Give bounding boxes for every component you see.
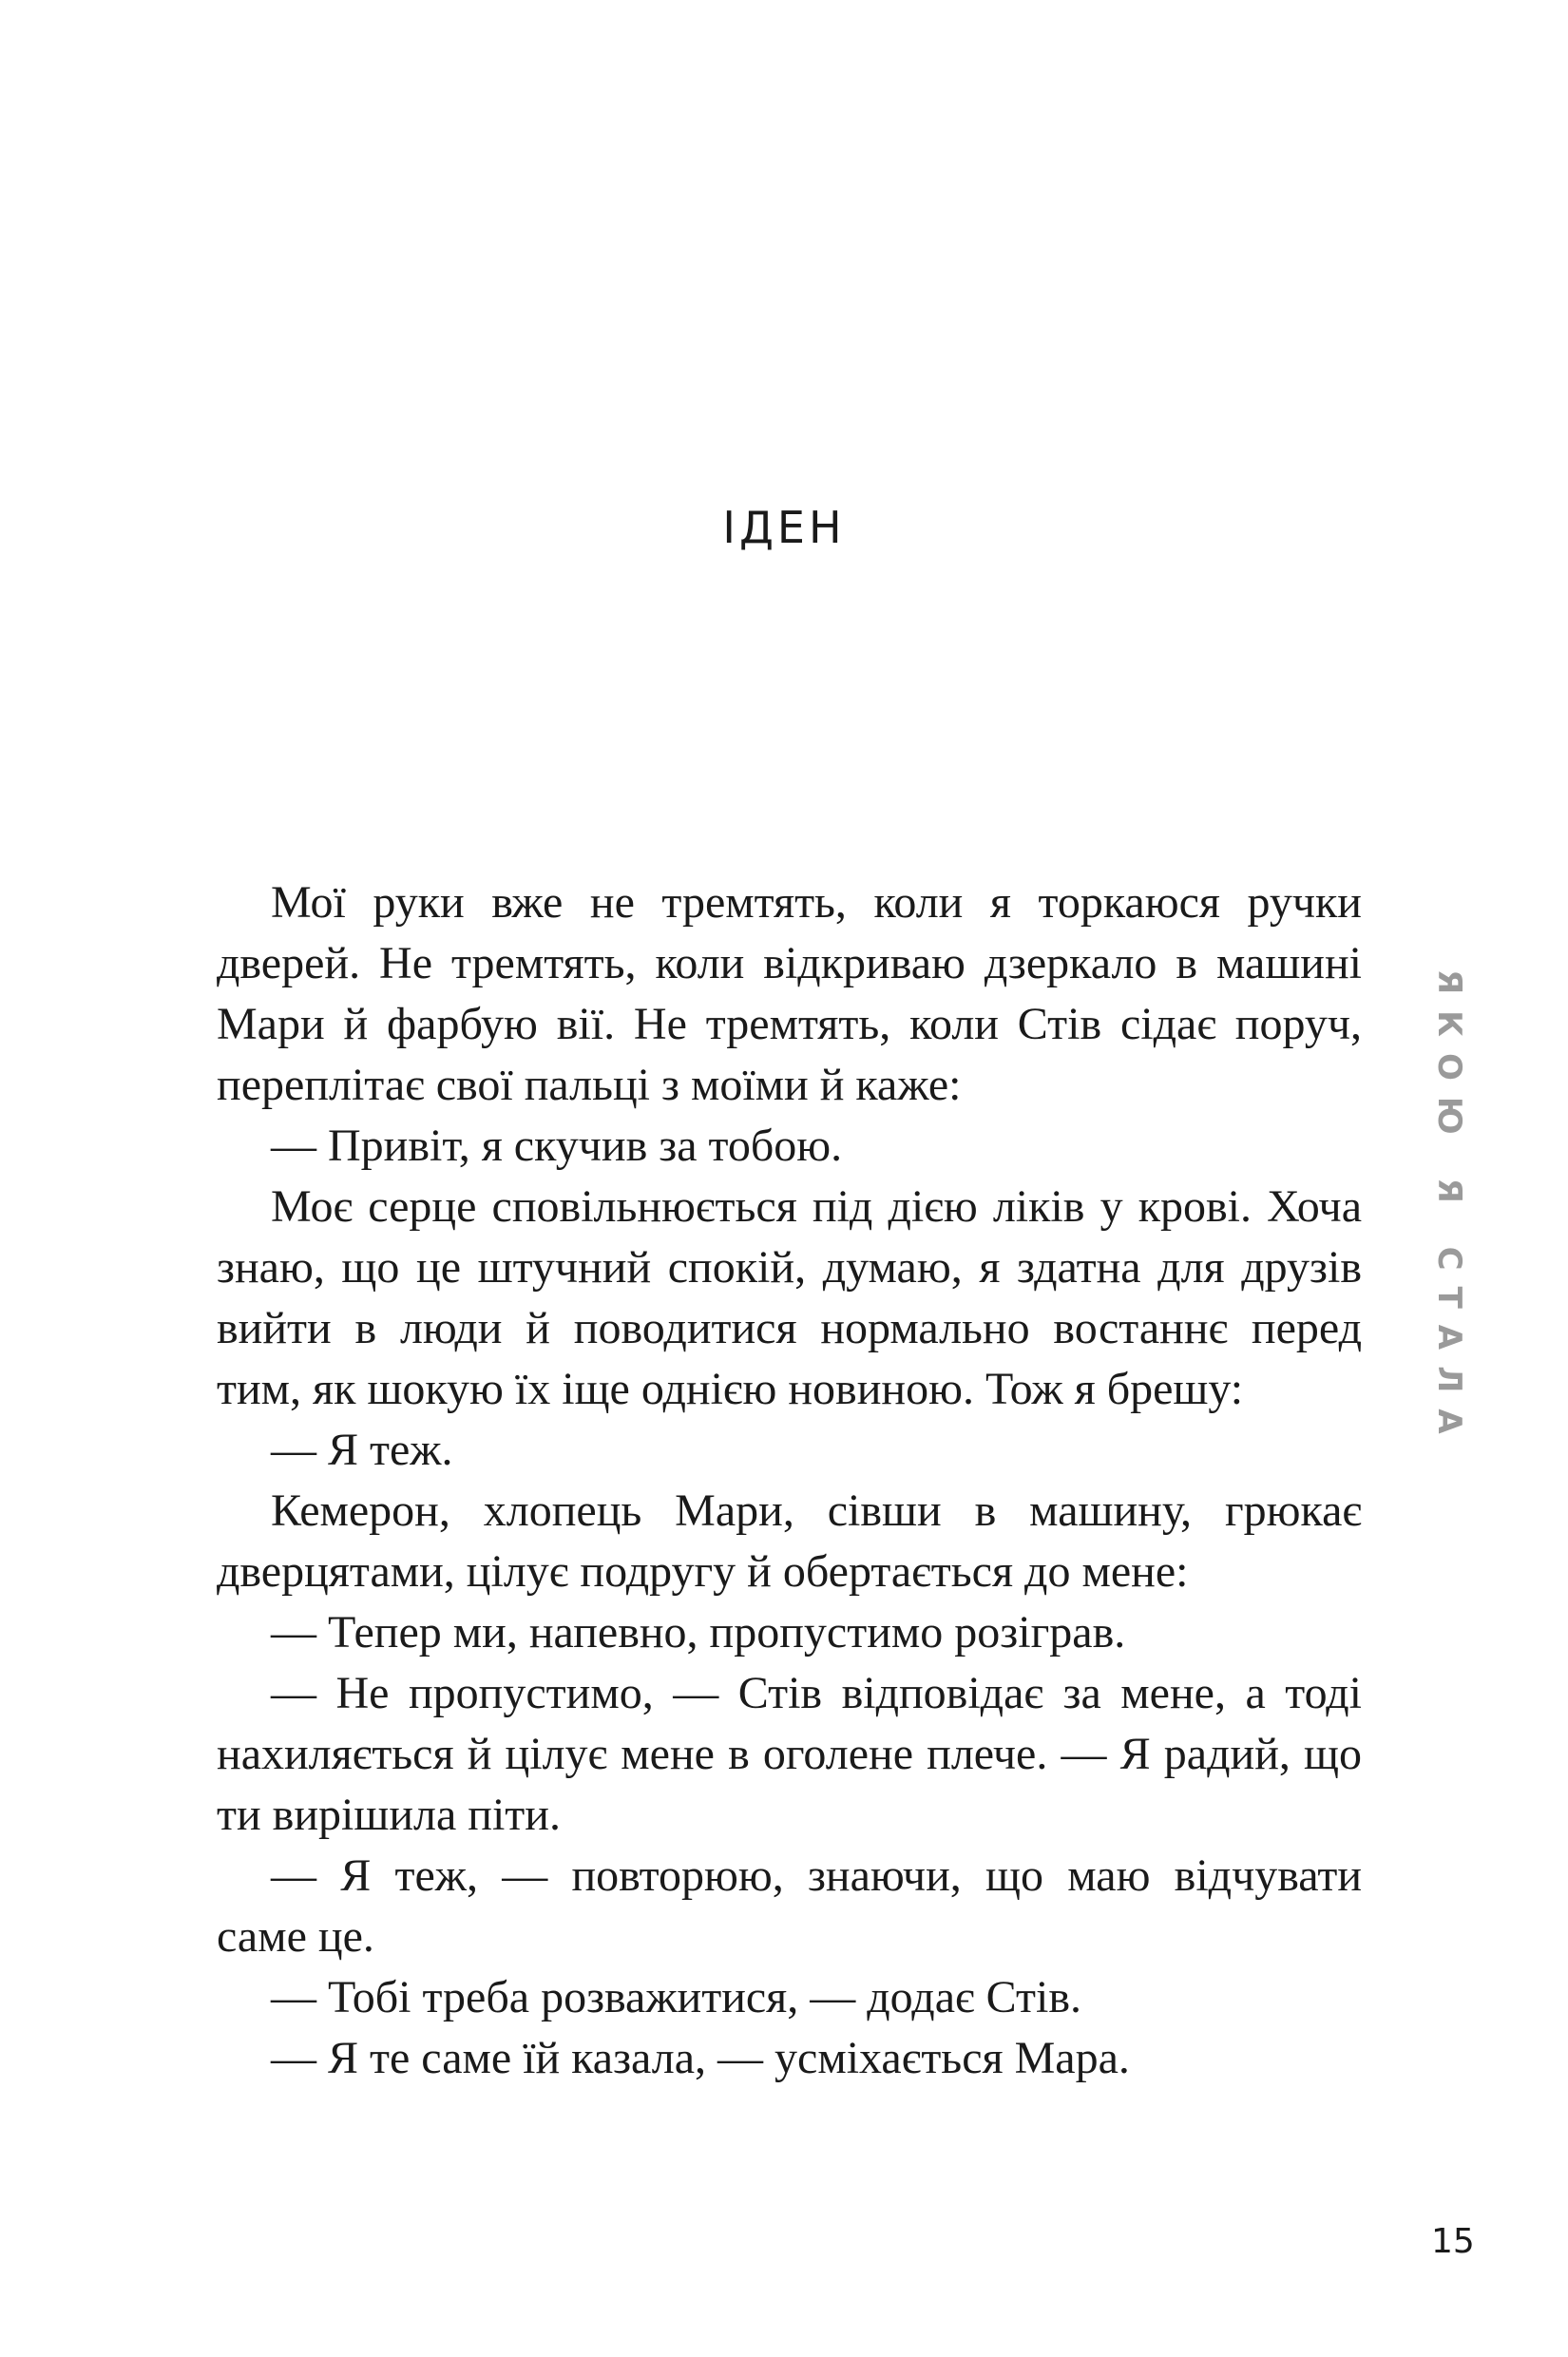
paragraph: — Я теж, — повторюю, знаючи, що маю відчувати саме це. [217, 1850, 1362, 1962]
page-number: 15 [1431, 2222, 1475, 2261]
body-text [217, 872, 1362, 2089]
paragraph: Мої руки вже не тремтять, коли я торкаюся ручки дверей. Не тремтять, коли відкриваю дзеркало в машині Мари й фарбую вії. Не тремтять, коли Стів сідає поруч, переплітає свої пальці з моїми й каже: [217, 877, 1362, 1110]
paragraph: — Тобі треба розважитися, — додає Стів. [271, 1972, 1081, 2022]
paragraph: — Привіт, я скучив за тобою. [271, 1121, 843, 1171]
paragraph: — Я теж. [271, 1425, 453, 1475]
paragraph: — Не пропустимо, — Стів відповідає за мене, а тоді нахиляється й цілує мене в оголене плече. — Я радий, що ти вирішила піти. [217, 1668, 1362, 1840]
paragraph: — Тепер ми, напевно, пропустимо розіграв. [271, 1607, 1126, 1658]
paragraph: Моє серце сповільнюється під дією ліків у крові. Хоча знаю, що це штучний спокій, думаю, я здатна для друзів вийти в люди й поводитися нормально востаннє перед тим, як шокую їх іще однією новиною. Тож я брешу: [217, 1181, 1362, 1414]
running-head: ЯКОЮ Я СТАЛА [1430, 969, 1468, 1450]
chapter-title: ІДЕН [722, 502, 846, 553]
paragraph: — Я те саме їй казала, — усміхається Мара. [271, 2033, 1130, 2083]
paragraph: Кемерон, хлопець Мари, сівши в машину, грюкає дверцятами, цілує подругу й обертається до мене: [217, 1485, 1362, 1597]
